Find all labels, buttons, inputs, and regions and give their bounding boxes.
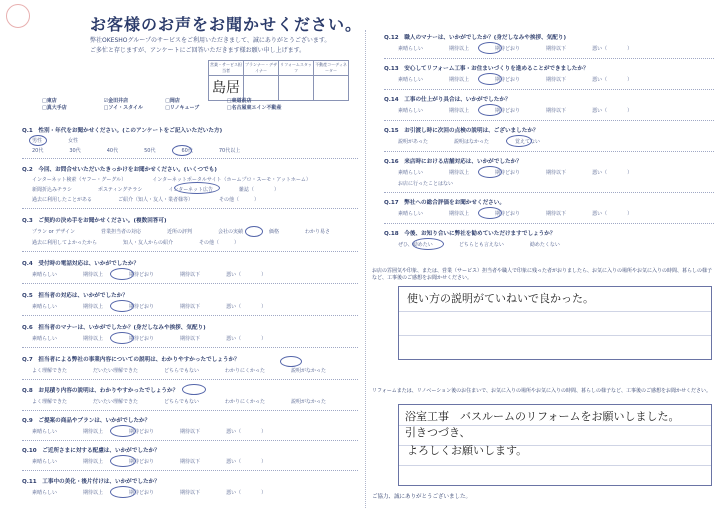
- question-options: 過去に利用したことがある ご紹介（知人・友人・業者様等） その他（ ）: [32, 197, 260, 203]
- answer-circle: [478, 42, 502, 54]
- staff-header: 不動産コーディネーター: [314, 61, 349, 76]
- staff-value[interactable]: [244, 76, 279, 101]
- question-options: 素晴らしい 期待以上 期待どおり 期待以下 悪い（ ）: [398, 77, 633, 83]
- answer-circle: [182, 384, 206, 395]
- question-options: プラン or デザイン 営業担当者の対応 近所の評判 会社の実績 価格 わかり易さ: [32, 229, 331, 235]
- question-label: Q.11 工事中の美化・後片付けは、いかがでしたか？: [22, 479, 160, 485]
- question-label: Q.18 今後、お知り合いに弊社を勧めていただけますでしょうか？: [384, 231, 556, 237]
- answer-circle: [110, 425, 136, 437]
- divider: [22, 283, 358, 284]
- divider: [384, 151, 714, 152]
- answer-circle: [506, 135, 532, 147]
- comment-prompt: リフォームまたは、リノベーション後のお住まいで、お気に入りの場所やお気に入りの時間、暮らしの様子など、工事後のご感想をお聞かせください。: [372, 388, 712, 394]
- question-label: Q.14 工事の仕上がり具合は、いかがでしたか？: [384, 97, 511, 103]
- question-label: Q.5 担当者の対応は、いかがでしたか？: [22, 293, 128, 299]
- comment-box[interactable]: [398, 286, 712, 360]
- question-options: 素晴らしい 期待以上 期待どおり 期待以下 悪い（ ）: [398, 170, 633, 176]
- question-label: Q.9 ご提案の商品やプランは、いかがでしたか？: [22, 418, 151, 424]
- handwritten-comment: よろしくお願いします。: [407, 444, 528, 457]
- question-options: 素晴らしい 期待以上 期待どおり 期待以下 悪い（ ）: [32, 304, 267, 310]
- footer-thanks: ご協力、誠にありがとうございました。: [372, 494, 472, 500]
- stamp-seal: [6, 4, 30, 28]
- store-option[interactable]: □名古屋東エイン不動産: [226, 105, 282, 111]
- question-label: Q.2 今回、お問合せいただいたきっかけをお聞かせください。(いくつでも): [22, 167, 217, 173]
- staff-value[interactable]: [279, 76, 314, 101]
- question-options: 素晴らしい 期待以上 期待どおり 期待以下 悪い（ ）: [32, 272, 267, 278]
- staff-header: プランナー・デザイナー: [244, 61, 279, 76]
- store-option[interactable]: □真大手店: [42, 105, 67, 111]
- comment-box[interactable]: [398, 404, 712, 486]
- question-options: よく理解できた だいたい理解できた どちらでもない わかりにくかった 説明がなかった: [32, 368, 327, 374]
- question-label: Q.3 ご契約の決め手をお聞かせください。(複数回答可): [22, 218, 167, 224]
- answer-circle: [110, 268, 134, 280]
- answer-circle: [412, 238, 444, 250]
- answer-circle: [29, 135, 47, 146]
- store-option[interactable]: □ソイ・スタイル: [103, 105, 143, 111]
- question-label: Q.1 性別・年代をお聞かせください。(このアンケートをご記入いただいた方): [22, 128, 223, 134]
- answer-circle: [110, 300, 134, 312]
- intro-text: 弊社OKESHOグループのサービスをご利用いただきまして、誠にありがとうございます。 ご多忙と存じますが、アンケートにご回答いただきます様お願い申し上げます。: [90, 37, 331, 54]
- answer-circle: [478, 166, 502, 178]
- question-options: 素晴らしい 期待以上 期待どおり 期待以下 悪い（ ）: [32, 336, 267, 342]
- question-options: 20代 30代 40代 50代 60代 70代以上: [32, 148, 241, 154]
- divider: [22, 379, 358, 380]
- question-options: 新聞折込みチラシ ポスティングチラシ インターネット広告 雑誌（ ）: [32, 187, 279, 193]
- staff-table: [208, 60, 349, 101]
- answer-circle: [280, 356, 302, 367]
- store-option[interactable]: □岡店: [165, 98, 180, 104]
- question-label: Q.17 弊社への総合評価をお聞かせください。: [384, 200, 505, 206]
- handwritten-comment: 引きつづき、: [405, 426, 471, 439]
- question-options: 素晴らしい 期待以上 期待どおり 期待以下 悪い（ ）: [32, 490, 267, 496]
- column-divider: [365, 30, 366, 508]
- question-options: 過去に利用してよかったから 知人・友人からの紹介 その他（ ）: [32, 240, 240, 246]
- question-options: 素晴らしい 期待以上 期待どおり 期待以下 悪い（ ）: [398, 211, 633, 217]
- question-options: 素晴らしい 期待以上 期待どおり 期待以下 悪い（ ）: [32, 459, 267, 465]
- question-label: Q.6 担当者のマナーは、いかがでしたか？(身だしなみや挨拶、気配り): [22, 325, 206, 331]
- store-option[interactable]: □東道前店: [226, 98, 252, 104]
- answer-circle: [174, 182, 220, 194]
- staff-header: 営業・サービス担当者: [209, 61, 244, 76]
- answer-circle: [478, 73, 502, 85]
- question-options: 素晴らしい 期待以上 期待どおり 期待以下 悪い（ ）: [398, 108, 633, 114]
- divider: [384, 89, 714, 90]
- answer-circle: [245, 226, 263, 237]
- question-options: お店に行ったことはない: [398, 181, 454, 187]
- divider: [384, 192, 714, 193]
- answer-circle: [172, 145, 192, 156]
- question-options: 男性 女性: [32, 138, 79, 144]
- staff-value[interactable]: 島居: [209, 76, 244, 101]
- divider: [22, 208, 358, 209]
- question-options: よく理解できた だいたい理解できた どちらでもない わかりにくかった 説明がなかった: [32, 399, 327, 405]
- divider: [22, 251, 358, 252]
- handwritten-comment: 浴室工事 バスルームのリフォームをお願いしました。: [405, 410, 680, 423]
- staff-value[interactable]: [314, 76, 349, 101]
- divider: [384, 223, 714, 224]
- question-label: Q.8 お見積り内容の説明は、わかりやすかったでしょうか？: [22, 388, 179, 394]
- divider: [22, 347, 358, 348]
- divider: [384, 120, 714, 121]
- question-label: Q.13 安心してリフォーム工事・お住まいづくりを進めることができましたか？: [384, 66, 589, 72]
- staff-header: リフォームスタッフ: [279, 61, 314, 76]
- question-label: Q.4 受付時の電話対応は、いかがでしたか？: [22, 261, 140, 267]
- divider: [22, 410, 358, 411]
- store-list: [42, 98, 287, 112]
- divider: [22, 470, 358, 471]
- question-label: Q.16 来店時における店舗対応は、いかがでしたか？: [384, 159, 522, 165]
- question-options: ぜひ、勧めたい どちらとも言えない 勧めたくない: [398, 242, 560, 248]
- handwritten-comment: 使い方の説明がていねいで良かった。: [407, 292, 594, 305]
- question-options: 素晴らしい 期待以上 期待どおり 期待以下 悪い（ ）: [32, 429, 267, 435]
- divider: [22, 440, 358, 441]
- divider: [22, 315, 358, 316]
- answer-circle: [478, 207, 502, 219]
- question-label: Q.15 お引渡し時に次回の点検の説明は、ございましたか？: [384, 128, 539, 134]
- store-option[interactable]: ☑金田井店: [103, 98, 129, 104]
- question-options: インターネット検索（ヤフー・グーグル） インターネットポータルサイト（ホームプロ・スーモ・アットホーム）: [32, 177, 311, 183]
- question-label: Q.12 職人のマナーは、いかがでしたか？(身だしなみや挨拶、気配り): [384, 35, 566, 41]
- divider: [384, 58, 714, 59]
- question-label: Q.10 ご近所さまに対する配慮は、いかがでしたか？: [22, 448, 160, 454]
- answer-circle: [478, 104, 502, 116]
- store-option[interactable]: □東店: [42, 98, 57, 104]
- writing-line: [399, 311, 711, 312]
- comment-prompt: お店の雰囲気や印象、または、営業（サービス）担当者や職人で印象に残った者がおりましたら、お気に入りの場所やお気に入りの時間、暮らしの様子など、工事後のご感想をお聞かせください。: [372, 268, 713, 281]
- answer-circle: [110, 332, 134, 344]
- question-options: 説明があった 説明はなかった 覚えてない: [398, 139, 540, 145]
- writing-line: [399, 465, 711, 466]
- answer-circle: [110, 486, 136, 498]
- writing-line: [399, 335, 711, 336]
- store-option[interactable]: □リノキューブ: [165, 105, 200, 111]
- answer-circle: [110, 455, 136, 467]
- divider: [22, 158, 358, 159]
- question-label: Q.7 担当者による弊社の事業内容についての説明は、わかりやすかったでしょうか？: [22, 357, 240, 363]
- question-options: 素晴らしい 期待以上 期待どおり 期待以下 悪い（ ）: [398, 46, 633, 52]
- page-title: お客様のお声をお聞かせください。: [90, 15, 363, 34]
